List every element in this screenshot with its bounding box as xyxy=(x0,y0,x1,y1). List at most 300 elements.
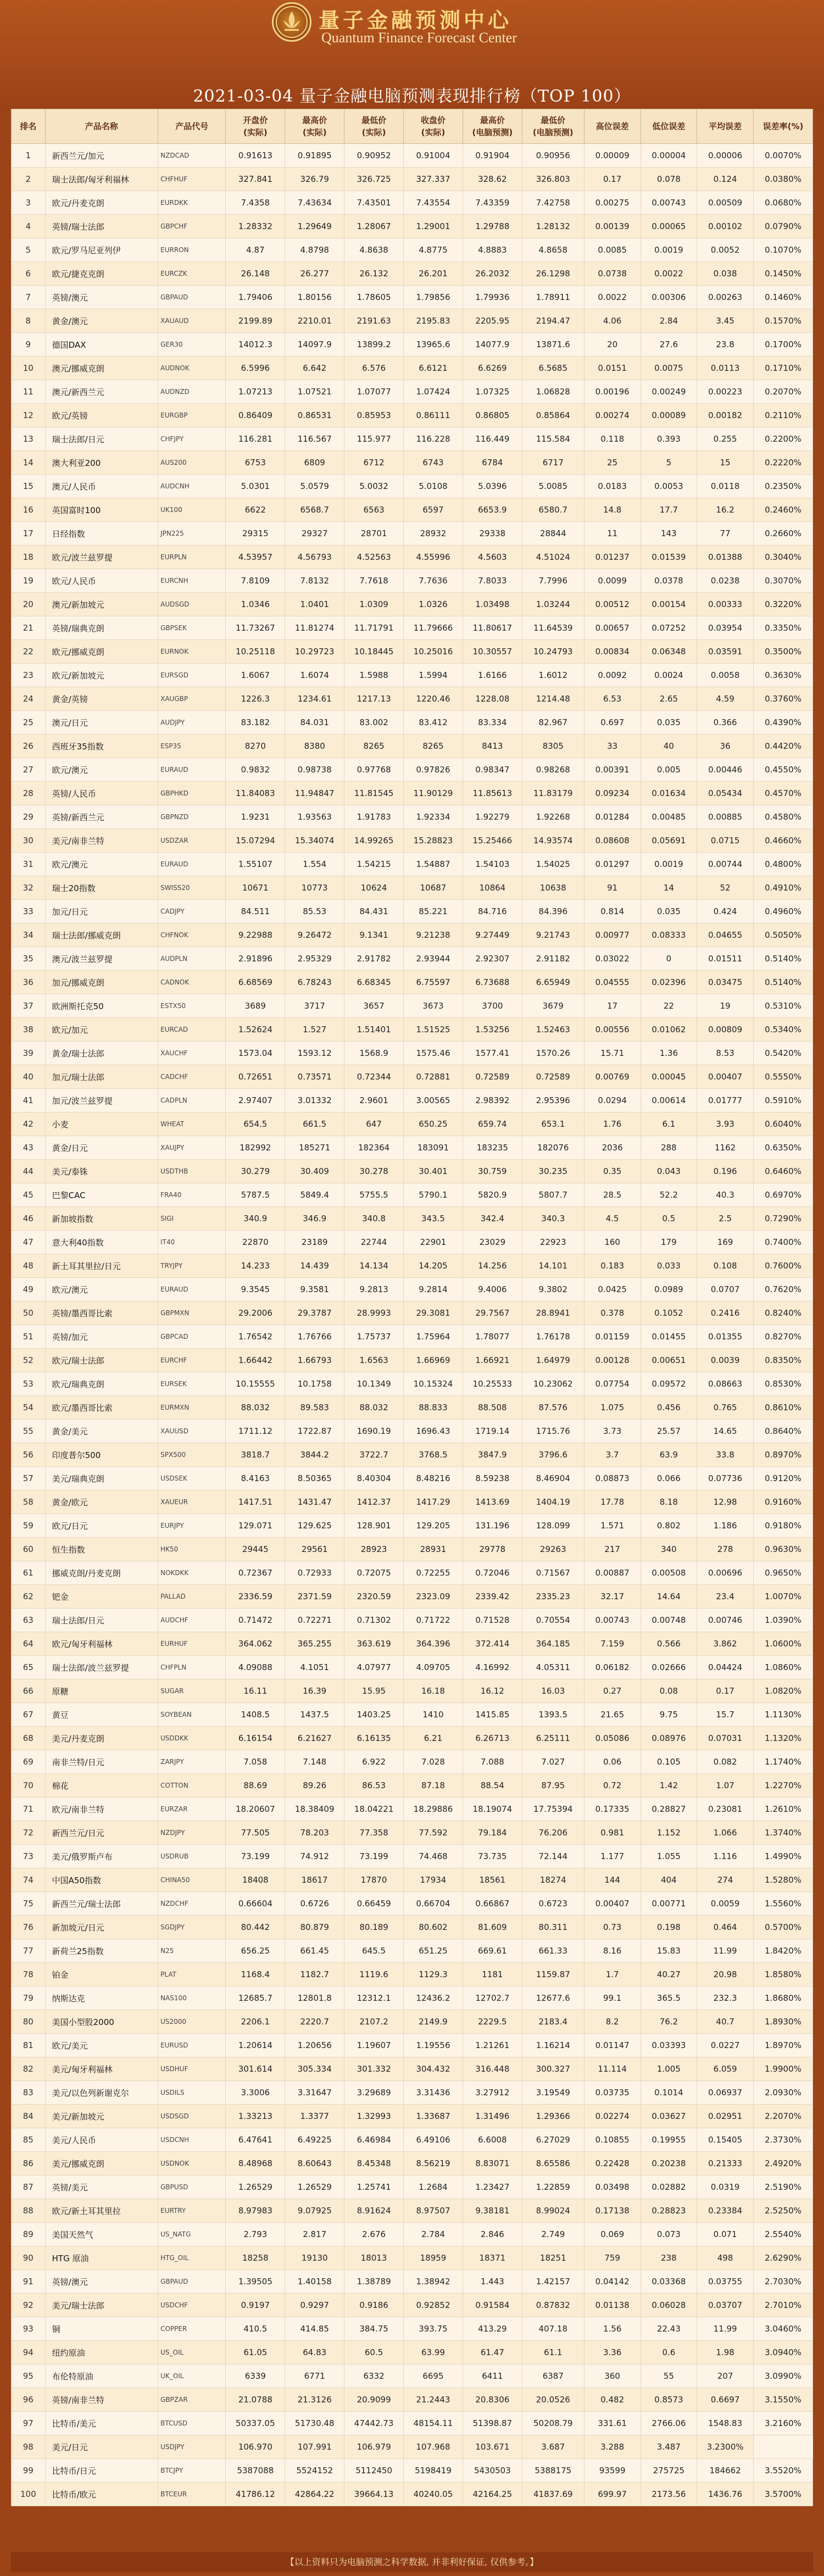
value-cell: 5787.5 xyxy=(226,1183,285,1207)
value-cell: 1.78605 xyxy=(344,286,404,309)
value-cell: 185271 xyxy=(285,1136,344,1160)
value-cell: 5388175 xyxy=(522,2459,584,2483)
value-cell: 107.968 xyxy=(404,2435,463,2459)
value-cell: 0.66704 xyxy=(404,1892,463,1916)
value-cell: 8270 xyxy=(226,735,285,758)
product-code-cell: XAUEUR xyxy=(158,1490,226,1514)
column-header: 低位误差 xyxy=(641,109,697,144)
table-row xyxy=(12,2270,813,2294)
value-cell: 0.033 xyxy=(641,1254,697,1278)
value-cell: 1.29366 xyxy=(522,2105,584,2128)
value-cell: 6.49225 xyxy=(285,2128,344,2152)
value-cell: 0.9630% xyxy=(754,1538,813,1561)
value-cell: 9.38181 xyxy=(463,2199,522,2223)
value-cell: 22870 xyxy=(226,1231,285,1254)
value-cell: 63.99 xyxy=(404,2341,463,2364)
value-cell: 9.21743 xyxy=(522,923,584,947)
value-cell: 33.8 xyxy=(697,1443,754,1467)
value-cell: 42164.25 xyxy=(463,2483,522,2506)
value-cell: 6622 xyxy=(226,498,285,522)
rank-cell: 38 xyxy=(12,1018,46,1042)
value-cell: 3.0940% xyxy=(754,2341,813,2364)
value-cell: 29.7567 xyxy=(463,1301,522,1325)
table-row xyxy=(12,1396,813,1420)
value-cell: 0.72 xyxy=(584,1774,641,1798)
value-cell: 0.72046 xyxy=(463,1561,522,1585)
value-cell: 1.23427 xyxy=(463,2176,522,2199)
product-code-cell: EURJPY xyxy=(158,1514,226,1538)
value-cell: 1228.08 xyxy=(463,687,522,711)
value-cell: 1.6166 xyxy=(463,664,522,687)
value-cell: 27.6 xyxy=(641,333,697,357)
value-cell: 0.4910% xyxy=(754,876,813,900)
value-cell: 0.105 xyxy=(641,1750,697,1774)
value-cell: 3.0460% xyxy=(754,2317,813,2341)
value-cell: 51730.48 xyxy=(285,2412,344,2435)
rank-cell: 73 xyxy=(12,1845,46,1868)
product-name-cell: 美元/新加坡元 xyxy=(45,2105,158,2128)
value-cell: 0.15405 xyxy=(697,2128,754,2152)
product-code-cell: GBPSEK xyxy=(158,616,226,640)
rank-cell: 33 xyxy=(12,900,46,923)
value-cell: 2191.63 xyxy=(344,309,404,333)
value-cell: 169 xyxy=(697,1231,754,1254)
table-row xyxy=(12,2246,813,2270)
value-cell: 5807.7 xyxy=(522,1183,584,1207)
value-cell: 2.97407 xyxy=(226,1089,285,1112)
value-cell: 342.4 xyxy=(463,1207,522,1231)
value-cell: 1.76 xyxy=(584,1112,641,1136)
value-cell: 2194.47 xyxy=(522,309,584,333)
value-cell: 0.00887 xyxy=(584,1561,641,1585)
value-cell: 73.199 xyxy=(344,1845,404,1868)
value-cell: 1.31496 xyxy=(463,2105,522,2128)
value-cell: 12685.7 xyxy=(226,1987,285,2010)
value-cell: 2.9601 xyxy=(344,1089,404,1112)
value-cell: 13965.6 xyxy=(404,333,463,357)
product-code-cell: EURSGD xyxy=(158,664,226,687)
value-cell: 6.642 xyxy=(285,357,344,380)
value-cell: 1.22859 xyxy=(522,2176,584,2199)
value-cell: 0.70554 xyxy=(522,1609,584,1632)
value-cell: 1.28132 xyxy=(522,215,584,238)
value-cell: 7.058 xyxy=(226,1750,285,1774)
product-code-cell: EURTRY xyxy=(158,2199,226,2223)
value-cell: 647 xyxy=(344,1112,404,1136)
value-cell: 1159.87 xyxy=(522,1963,584,1987)
value-cell: 0.00651 xyxy=(641,1349,697,1372)
value-cell: 28701 xyxy=(344,522,404,546)
value-cell: 0.9120% xyxy=(754,1467,813,1490)
product-name-cell: 瑞士法郎/挪威克朗 xyxy=(45,923,158,947)
value-cell: 8.99024 xyxy=(522,2199,584,2223)
value-cell: 0.1070% xyxy=(754,238,813,262)
value-cell: 0.00769 xyxy=(584,1065,641,1089)
column-header: 最低价 (实际) xyxy=(344,109,404,144)
table-row xyxy=(12,1089,813,1112)
value-cell: 1722.87 xyxy=(285,1420,344,1443)
product-code-cell: NOKDKK xyxy=(158,1561,226,1585)
value-cell: 0.04555 xyxy=(584,971,641,994)
value-cell: 9.4006 xyxy=(463,1278,522,1301)
value-cell: 0.00249 xyxy=(641,380,697,404)
rank-cell: 52 xyxy=(12,1349,46,1372)
value-cell: 0.1700% xyxy=(754,333,813,357)
table-row xyxy=(12,2057,813,2081)
table-row xyxy=(12,2294,813,2317)
value-cell: 8.46904 xyxy=(522,1467,584,1490)
value-cell: 1404.19 xyxy=(522,1490,584,1514)
value-cell: 14012.3 xyxy=(226,333,285,357)
value-cell: 650.25 xyxy=(404,1112,463,1136)
table-row xyxy=(12,144,813,168)
table-row xyxy=(12,1939,813,1963)
table-row xyxy=(12,2128,813,2152)
value-cell: 88.54 xyxy=(463,1774,522,1798)
rank-cell: 96 xyxy=(12,2388,46,2412)
table-row xyxy=(12,2388,813,2412)
value-cell: 6411 xyxy=(463,2364,522,2388)
value-cell: 0.981 xyxy=(584,1821,641,1845)
value-cell: 29338 xyxy=(463,522,522,546)
rank-cell: 97 xyxy=(12,2412,46,2435)
value-cell: 0.02666 xyxy=(641,1656,697,1679)
value-cell: 207 xyxy=(697,2364,754,2388)
rank-cell: 78 xyxy=(12,1963,46,1987)
value-cell: 11 xyxy=(584,522,641,546)
value-cell: 2339.42 xyxy=(463,1585,522,1609)
value-cell: 4.8798 xyxy=(285,238,344,262)
value-cell: 106.979 xyxy=(344,2435,404,2459)
value-cell: 6332 xyxy=(344,2364,404,2388)
value-cell: 0.2350% xyxy=(754,475,813,498)
product-name-cell: 欧元/罗马尼亚列伊 xyxy=(45,238,158,262)
value-cell: 11.79666 xyxy=(404,616,463,640)
value-cell: 1.52463 xyxy=(522,1018,584,1042)
value-cell: 5.0579 xyxy=(285,475,344,498)
table-row xyxy=(12,782,813,805)
value-cell: 364.396 xyxy=(404,1632,463,1656)
value-cell: 47442.73 xyxy=(344,2412,404,2435)
value-cell: 30.401 xyxy=(404,1160,463,1183)
value-cell: 0.00407 xyxy=(584,1892,641,1916)
rank-cell: 39 xyxy=(12,1042,46,1065)
value-cell: 0.0380% xyxy=(754,168,813,191)
value-cell: 7.43501 xyxy=(344,191,404,215)
value-cell: 0.01355 xyxy=(697,1325,754,1349)
value-cell: 18274 xyxy=(522,1868,584,1892)
value-cell: 0.17335 xyxy=(584,1798,641,1821)
value-cell: 0.05086 xyxy=(584,1727,641,1750)
rank-cell: 29 xyxy=(12,805,46,829)
value-cell: 179 xyxy=(641,1231,697,1254)
product-name-cell: 新加坡指数 xyxy=(45,1207,158,1231)
value-cell: 1.20614 xyxy=(226,2034,285,2057)
value-cell: 10.15324 xyxy=(404,1372,463,1396)
value-cell: 23189 xyxy=(285,1231,344,1254)
product-code-cell: USDDKK xyxy=(158,1727,226,1750)
value-cell: 1.1130% xyxy=(754,1703,813,1727)
value-cell: 288 xyxy=(641,1136,697,1160)
value-cell: 14.134 xyxy=(344,1254,404,1278)
rank-cell: 93 xyxy=(12,2317,46,2341)
value-cell: 0.00089 xyxy=(641,404,697,427)
rank-cell: 32 xyxy=(12,876,46,900)
value-cell: 1.36 xyxy=(641,1042,697,1065)
table-row xyxy=(12,569,813,593)
value-cell: 3.36 xyxy=(584,2341,641,2364)
rank-cell: 67 xyxy=(12,1703,46,1727)
value-cell: 0.17 xyxy=(697,1679,754,1703)
product-name-cell: 澳元/波兰兹罗提 xyxy=(45,947,158,971)
value-cell: 5524152 xyxy=(285,2459,344,2483)
value-cell: 0.00154 xyxy=(641,593,697,616)
value-cell: 8.91624 xyxy=(344,2199,404,2223)
value-cell: 0.07754 xyxy=(584,1372,641,1396)
product-code-cell: NZDCAD xyxy=(158,144,226,168)
value-cell: 0.01237 xyxy=(584,546,641,569)
table-row xyxy=(12,1868,813,1892)
value-cell: 6.576 xyxy=(344,357,404,380)
value-cell: 1.066 xyxy=(697,1821,754,1845)
product-name-cell: 欧元/丹麦克朗 xyxy=(45,191,158,215)
quantum-logo-icon xyxy=(272,2,311,42)
value-cell: 1.29649 xyxy=(285,215,344,238)
value-cell: 6.49106 xyxy=(404,2128,463,2152)
value-cell: 0.071 xyxy=(697,2223,754,2246)
product-code-cell: EURGBP xyxy=(158,404,226,427)
rank-cell: 87 xyxy=(12,2176,46,2199)
product-name-cell: 原糖 xyxy=(45,1679,158,1703)
product-name-cell: 美元/人民币 xyxy=(45,2128,158,2152)
value-cell: 1.0390% xyxy=(754,1609,813,1632)
value-cell: 0.5140% xyxy=(754,971,813,994)
value-cell: 1403.25 xyxy=(344,1703,404,1727)
value-cell: 1.554 xyxy=(285,853,344,876)
value-cell: 2183.4 xyxy=(522,2010,584,2034)
value-cell: 0.20238 xyxy=(641,2152,697,2176)
value-cell: 84.396 xyxy=(522,900,584,923)
value-cell: 6.75597 xyxy=(404,971,463,994)
value-cell: 0.6460% xyxy=(754,1160,813,1183)
rank-cell: 85 xyxy=(12,2128,46,2152)
product-code-cell: BTCUSD xyxy=(158,2412,226,2435)
value-cell: 0.72255 xyxy=(404,1561,463,1585)
table-row xyxy=(12,546,813,569)
value-cell: 645.5 xyxy=(344,1939,404,1963)
value-cell: 143 xyxy=(641,522,697,546)
value-cell: 84.431 xyxy=(344,900,404,923)
value-cell: 80.189 xyxy=(344,1916,404,1939)
value-cell: 6771 xyxy=(285,2364,344,2388)
value-cell: 21.0788 xyxy=(226,2388,285,2412)
value-cell: 77.592 xyxy=(404,1821,463,1845)
value-cell: 0.697 xyxy=(584,711,641,735)
value-cell: 0.0378 xyxy=(641,569,697,593)
value-cell: 4.09705 xyxy=(404,1656,463,1679)
value-cell: 9.07925 xyxy=(285,2199,344,2223)
value-cell: 0.01062 xyxy=(641,1018,697,1042)
value-cell: 0.03475 xyxy=(697,971,754,994)
value-cell: 17.75394 xyxy=(522,1798,584,1821)
value-cell: 28931 xyxy=(404,1538,463,1561)
value-cell: 1.19556 xyxy=(404,2034,463,2057)
value-cell: 10773 xyxy=(285,876,344,900)
value-cell: 0.66867 xyxy=(463,1892,522,1916)
value-cell: 2323.09 xyxy=(404,1585,463,1609)
value-cell: 0.85953 xyxy=(344,404,404,427)
column-header: 收盘价 (实际) xyxy=(404,109,463,144)
column-header: 最高价 (实际) xyxy=(285,109,344,144)
value-cell: 82.967 xyxy=(522,711,584,735)
value-cell: 19130 xyxy=(285,2246,344,2270)
product-code-cell: TRYJPY xyxy=(158,1254,226,1278)
value-cell: 0.255 xyxy=(697,427,754,451)
value-cell: 9.22988 xyxy=(226,923,285,947)
value-cell: 18258 xyxy=(226,2246,285,2270)
value-cell: 5112450 xyxy=(344,2459,404,2483)
value-cell: 0.118 xyxy=(584,427,641,451)
value-cell: 14.93574 xyxy=(522,829,584,853)
rank-cell: 60 xyxy=(12,1538,46,1561)
value-cell: 0.71528 xyxy=(463,1609,522,1632)
value-cell: 0.0022 xyxy=(584,286,641,309)
rank-cell: 41 xyxy=(12,1089,46,1112)
value-cell: 26.148 xyxy=(226,262,285,286)
value-cell: 0.08608 xyxy=(584,829,641,853)
value-cell: 89.26 xyxy=(285,1774,344,1798)
value-cell: 0.1570% xyxy=(754,309,813,333)
value-cell: 4.8883 xyxy=(463,238,522,262)
value-cell: 0.01539 xyxy=(641,546,697,569)
value-cell: 0.378 xyxy=(584,1301,641,1325)
value-cell: 22 xyxy=(641,994,697,1018)
value-cell: 3796.6 xyxy=(522,1443,584,1467)
product-name-cell: 欧元/波兰兹罗提 xyxy=(45,546,158,569)
product-name-cell: 欧元/英镑 xyxy=(45,404,158,427)
value-cell: 0.0118 xyxy=(697,475,754,498)
value-cell: 0.0058 xyxy=(697,664,754,687)
value-cell: 2149.9 xyxy=(404,2010,463,2034)
value-cell: 0.00333 xyxy=(697,593,754,616)
product-code-cell: BTCJPY xyxy=(158,2459,226,2483)
product-code-cell: SPX500 xyxy=(158,1443,226,1467)
table-row xyxy=(12,333,813,357)
value-cell: 11.99 xyxy=(697,2317,754,2341)
rank-cell: 94 xyxy=(12,2341,46,2364)
value-cell: 0.00139 xyxy=(584,215,641,238)
value-cell: 7.8033 xyxy=(463,569,522,593)
table-row xyxy=(12,2105,813,2128)
value-cell: 0.23081 xyxy=(697,1798,754,1821)
value-cell: 86.53 xyxy=(344,1774,404,1798)
value-cell: 12312.1 xyxy=(344,1987,404,2010)
value-cell: 0.0113 xyxy=(697,357,754,380)
value-cell: 7.43554 xyxy=(404,191,463,215)
product-code-cell: SOYBEAN xyxy=(158,1703,226,1727)
value-cell: 17870 xyxy=(344,1868,404,1892)
product-name-cell: 瑞士20指数 xyxy=(45,876,158,900)
product-name-cell: 欧洲斯托克50 xyxy=(45,994,158,1018)
table-row xyxy=(12,1325,813,1349)
value-cell: 4.06 xyxy=(584,309,641,333)
product-name-cell: 新荷兰25指数 xyxy=(45,1939,158,1963)
value-cell: 14 xyxy=(641,876,697,900)
value-cell: 0.0053 xyxy=(641,475,697,498)
value-cell: 2.4920% xyxy=(754,2152,813,2176)
value-cell: 52 xyxy=(697,876,754,900)
brand-name-en: Quantum Finance Forecast Center xyxy=(321,30,517,46)
product-name-cell: 新西兰元/日元 xyxy=(45,1821,158,1845)
value-cell: 5430503 xyxy=(463,2459,522,2483)
value-cell: 2.98392 xyxy=(463,1089,522,1112)
value-cell: 3657 xyxy=(344,994,404,1018)
product-code-cell: USDSGD xyxy=(158,2105,226,2128)
value-cell: 1234.61 xyxy=(285,687,344,711)
product-code-cell: AUDPLN xyxy=(158,947,226,971)
value-cell: 16.03 xyxy=(522,1679,584,1703)
value-cell: 16.2 xyxy=(697,498,754,522)
value-cell: 50337.05 xyxy=(226,2412,285,2435)
value-cell: 0.98347 xyxy=(463,758,522,782)
table-row xyxy=(12,829,813,853)
value-cell: 84.511 xyxy=(226,900,285,923)
value-cell: 81.609 xyxy=(463,1916,522,1939)
product-code-cell: CADPLN xyxy=(158,1089,226,1112)
value-cell: 128.901 xyxy=(344,1514,404,1538)
value-cell: 10638 xyxy=(522,876,584,900)
value-cell: 0.8970% xyxy=(754,1443,813,1467)
value-cell: 88.508 xyxy=(463,1396,522,1420)
value-cell: 3.2160% xyxy=(754,2412,813,2435)
value-cell: 64.83 xyxy=(285,2341,344,2364)
rank-cell: 22 xyxy=(12,640,46,664)
value-cell: 21.3126 xyxy=(285,2388,344,2412)
value-cell: 182364 xyxy=(344,1136,404,1160)
value-cell: 3.5700% xyxy=(754,2483,813,2506)
value-cell: 5.0301 xyxy=(226,475,285,498)
value-cell: 15.25466 xyxy=(463,829,522,853)
value-cell: 15.71 xyxy=(584,1042,641,1065)
value-cell: 1.03244 xyxy=(522,593,584,616)
value-cell: 2.93944 xyxy=(404,947,463,971)
value-cell: 365.5 xyxy=(641,1987,697,2010)
value-cell: 0.7400% xyxy=(754,1231,813,1254)
value-cell: 1.76178 xyxy=(522,1325,584,1349)
value-cell: 0.71472 xyxy=(226,1609,285,1632)
product-code-cell: EURAUD xyxy=(158,853,226,876)
value-cell: 0.0059 xyxy=(697,1892,754,1916)
value-cell: 41837.69 xyxy=(522,2483,584,2506)
value-cell: 1408.5 xyxy=(226,1703,285,1727)
value-cell: 2.91182 xyxy=(522,947,584,971)
value-cell: 15.34074 xyxy=(285,829,344,853)
value-cell: 1.005 xyxy=(641,2057,697,2081)
value-cell: 1690.19 xyxy=(344,1420,404,1443)
value-cell: 1.3377 xyxy=(285,2105,344,2128)
value-cell: 0.3220% xyxy=(754,593,813,616)
value-cell: 1.66793 xyxy=(285,1349,344,1372)
value-cell: 301.614 xyxy=(226,2057,285,2081)
value-cell: 1.78077 xyxy=(463,1325,522,1349)
table-row xyxy=(12,1207,813,1231)
value-cell: 1.64979 xyxy=(522,1349,584,1372)
value-cell: 6753 xyxy=(226,451,285,475)
table-row xyxy=(12,2176,813,2199)
value-cell: 0.00809 xyxy=(697,1018,754,1042)
value-cell: 0.9832 xyxy=(226,758,285,782)
value-cell: 0.03022 xyxy=(584,947,641,971)
